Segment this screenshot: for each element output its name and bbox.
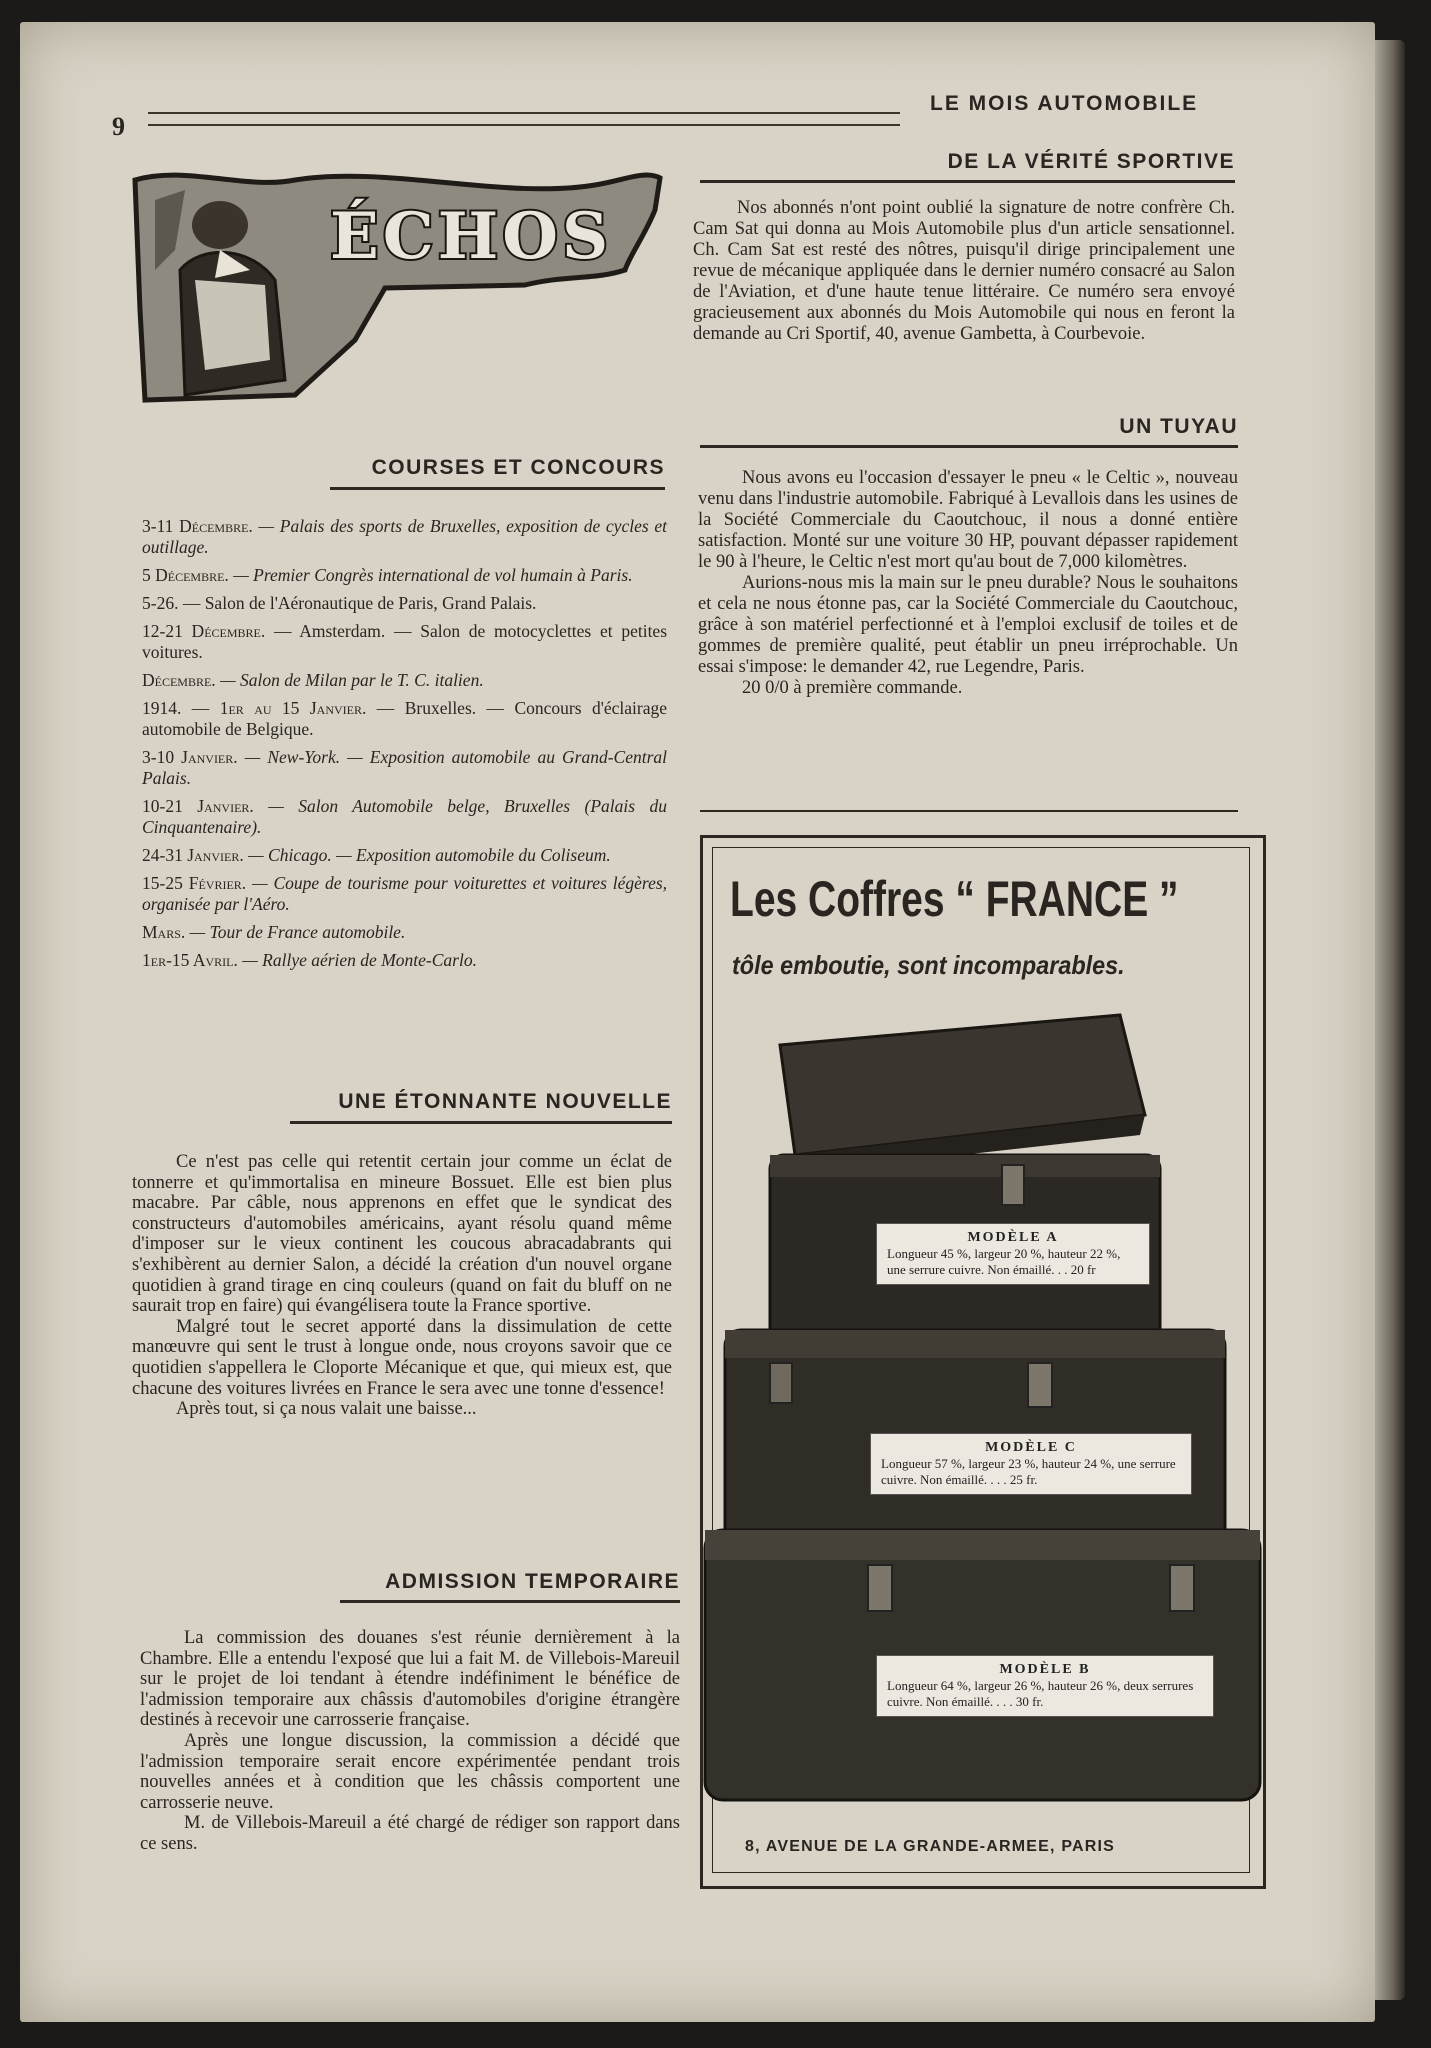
event-item: 5-26. — Salon de l'Aéronautique de Paris, Grand Palais. <box>142 593 537 613</box>
nouvelle-article <box>132 1152 672 1420</box>
tuyau-heading: UN TUYAU <box>1119 415 1238 438</box>
heading-rule <box>330 487 665 490</box>
model-a-desc: Longueur 45 %, largeur 20 %, hauteur 22 %, une serrure cuivre. Non émaillé. . . 20 fr <box>887 1246 1121 1277</box>
event-item: 1er-15 Avril. — Rallye aérien de Monte-Carlo. <box>142 950 477 970</box>
tuyau-paragraph-2: Aurions-nous mis la main sur le pneu durable? Nous le souhaitons et cela ne nous étonne pas, car la Société Commerciale du Caoutchouc, grâce à son matériel perfectionné et à l'emploi exclusif de toiles et de gommes de première qualité, peut établir un pneu irréprochable. Un essai s'impose: le demander 42, rue Legendre, Paris. <box>698 573 1238 677</box>
event-item: Décembre. — Salon de Milan par le T. C. italien. <box>142 670 484 690</box>
tuyau-paragraph-3: 20 0/0 à première commande. <box>742 678 963 698</box>
heading-rule <box>290 1121 672 1124</box>
header-rule <box>148 112 900 126</box>
event-item: 10-21 Janvier. — Salon Automobile belge, Bruxelles (Palais du Cinquantenaire). <box>142 796 668 837</box>
model-c-desc: Longueur 57 %, largeur 23 %, hauteur 24 %, une serrure cuivre. Non émaillé. . . . 25 fr. <box>881 1456 1176 1487</box>
model-c-label <box>870 1433 1192 1495</box>
event-item: Mars. — Tour de France automobile. <box>142 922 406 942</box>
heading-rule <box>700 445 1238 448</box>
page-number: 9 <box>112 112 125 141</box>
model-b-desc: Longueur 64 %, largeur 26 %, hauteur 26 %, deux serrures cuivre. Non émaillé. . . . 30 fr. <box>887 1678 1194 1709</box>
courses-heading: COURSES ET CONCOURS <box>371 456 665 479</box>
admission-paragraph-3: M. de Villebois-Mareuil a été chargé de rédiger son rapport dans ce sens. <box>140 1813 680 1854</box>
event-item: 12-21 Décembre. — Amsterdam. — Salon de motocyclettes et petites voitures. <box>142 621 668 662</box>
model-b-name: MODÈLE B <box>999 1662 1091 1677</box>
verite-heading: DE LA VÉRITÉ SPORTIVE <box>947 150 1235 173</box>
model-a-name: MODÈLE A <box>967 1230 1059 1245</box>
chest-b-lock <box>868 1565 892 1611</box>
column-rule <box>700 810 1238 812</box>
tuyau-paragraph-1: Nous avons eu l'occasion d'essayer le pneu « le Celtic », nouveau venu dans l'industrie automobile. Fabriqué à Levallois dans les usines de la Société Commerciale du Caoutchouc, il nous a donné entière satisfaction. Monté sur une voiture 30 HP, pouvant dépasser rapidement le 90 à l'heure, le Celtic n'est mort qu'au bout de 7,000 kilomètres. <box>698 468 1238 572</box>
event-item: 3-10 Janvier. — New-York. — Exposition automobile au Grand-Central Palais. <box>142 747 668 788</box>
event-item: 15-25 Février. — Coupe de tourisme pour voiturettes et voitures légères, organisée par l'Aéro. <box>142 873 668 914</box>
echos-banner-illustration <box>125 160 670 415</box>
admission-paragraph-2: Après une longue discussion, la commission a décidé que l'admission temporaire serait encore expérimentée pendant trois nouvelles années et à condition que les châssis comportent une carrosserie neuve. <box>140 1730 680 1813</box>
event-item: 24-31 Janvier. — Chicago. — Exposition automobile du Coliseum. <box>142 845 611 865</box>
courses-event-list <box>142 516 667 978</box>
model-a-label <box>876 1223 1150 1285</box>
verite-paragraph: Nos abonnés n'ont point oublié la signature de notre confrère Ch. Cam Sat qui donna au Mois Automobile plus d'un article sensationnel. Ch. Cam Sat est resté des nôtres, puisqu'il dirige principalement une revue de mécanique appliquée dans le dernier numéro consacré au Salon de l'Aviation, et d'une haute tenue littéraire. Ce numéro sera envoyé gracieusement aux abonnés du Mois Automobile qui nous en feront la demande au Cri Sportif, 40, avenue Gambetta, à Courbevoie. <box>693 198 1235 344</box>
heading-rule <box>700 180 1235 183</box>
nouvelle-paragraph-1: Ce n'est pas celle qui retentit certain jour comme un éclat de tonnerre et qu'immortalisa en mineure Bossuet. Elle est bien plus macabre. Par câble, nous apprenons en effet que le syndicat des constructeurs d'automobiles américains, ayant résolu quand même d'imposer sur le vieux continent les coucous abracadabrants qui s'exhibèrent au dernier Salon, a décidé la création d'un nouvel organe quotidien à grand tirage en cinq couleurs (quand on fait du bluff on ne saurait trop en faire) qui évangélisera toute la France sportive. <box>132 1152 672 1317</box>
verite-article <box>693 198 1235 345</box>
admission-paragraph-1: La commission des douanes s'est réunie dernièrement à la Chambre. Elle a entendu l'exposé que lui a fait M. de Villebois-Mareuil sur le projet de loi tendant à étendre indéfiniment le bénéfice de l'admission temporaire aux châssis d'automobiles d'origine étrangère destinés à recevoir une carrosserie française. <box>140 1628 680 1731</box>
nouvelle-paragraph-2: Malgré tout le secret apporté dans la dissimulation de cette manœuvre qui sent le trust à longue onde, nous croyons savoir que ce quotidien s'appellera le Cloporte Mécanique et que, qui mieux est, que chacune des voitures livrées en France le sera avec une tonne d'essence! <box>132 1316 672 1399</box>
nouvelle-paragraph-3: Après tout, si ça nous valait une baisse... <box>176 1399 477 1420</box>
ad-title: Les Coffres “ FRANCE ” <box>730 871 1179 927</box>
chest-a-lock <box>1002 1165 1024 1205</box>
event-item: 5 Décembre. — Premier Congrès international de vol humain à Paris. <box>142 565 633 585</box>
heading-rule <box>340 1600 680 1603</box>
figure-head <box>192 201 248 249</box>
echos-label: ÉCHOS <box>330 199 613 274</box>
admission-heading: ADMISSION TEMPORAIRE <box>385 1570 680 1593</box>
admission-article <box>140 1628 680 1855</box>
page-edge <box>1375 40 1405 2000</box>
model-b-label <box>876 1655 1214 1717</box>
journal-title: LE MOIS AUTOMOBILE <box>930 92 1199 115</box>
event-item: 1914. — 1er au 15 Janvier. — Bruxelles. — Concours d'éclairage automobile de Belgique. <box>142 698 667 739</box>
nouvelle-heading: UNE ÉTONNANTE NOUVELLE <box>338 1090 672 1113</box>
event-item: 3-11 Décembre. — Palais des sports de Bruxelles, exposition de cycles et outillage. <box>142 516 667 557</box>
tuyau-article <box>698 468 1238 699</box>
chest-c-lock <box>1028 1363 1052 1407</box>
ad-subtitle: tôle emboutie, sont incomparables. <box>732 950 1125 980</box>
model-c-name: MODÈLE C <box>985 1440 1077 1455</box>
ad-address: 8, AVENUE DE LA GRANDE-ARMEE, PARIS <box>745 1838 1116 1855</box>
